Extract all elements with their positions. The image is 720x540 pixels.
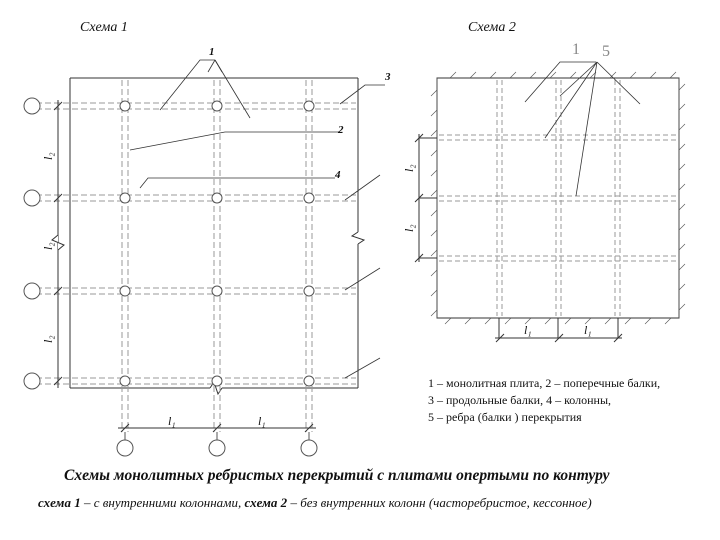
longitudinal-beams [36, 103, 356, 384]
scheme2-span-l2-b: l₂ [402, 224, 416, 232]
scheme2-span-l1-a: l₁ [524, 323, 532, 337]
legend-line-3: 5 – ребра (балки ) перекрытия [428, 410, 582, 424]
ribs [439, 80, 677, 316]
scheme1-callout-1: 1 [209, 46, 215, 58]
scheme1-title: Схема 1 [80, 20, 128, 35]
subcaption-scheme1: схема 1 [38, 495, 81, 510]
legend-line-1: 1 – монолитная плита, 2 – поперечные балки, [428, 376, 661, 390]
scheme1-span-l1-a: l₁ [168, 414, 176, 428]
axis-markers-left [24, 98, 40, 389]
scheme2-callout-1: 1 [572, 41, 580, 58]
hatch-right [679, 84, 685, 310]
subcaption-desc1: – с внутренними колоннами, [80, 495, 245, 510]
scheme1-callout-4: 4 [335, 169, 341, 181]
scheme2-span-l2-a: l₂ [402, 164, 416, 172]
leaders-scheme2 [525, 62, 640, 196]
figure-subcaption [38, 495, 592, 511]
legend-line-2: 3 – продольные балки, 4 – колонны, [428, 393, 612, 407]
scheme1-span-l2-c: l₂ [41, 335, 55, 343]
dimension-line-bottom [118, 424, 316, 432]
hatch-left [431, 90, 437, 316]
scheme1-span-l1-b: l₁ [258, 414, 266, 428]
columns [120, 101, 314, 386]
scheme1-span-l2-b: l₂ [41, 242, 55, 250]
scheme1-callout-3: 3 [385, 71, 391, 83]
subcaption-desc2: – без внутренних колонн (часторебристое, кессонное) [287, 495, 592, 510]
scheme1-callout-2: 2 [338, 124, 344, 136]
scheme1-span-l2-a: l₂ [41, 152, 55, 160]
subcaption-scheme2: схема 2 [244, 495, 288, 510]
scheme1-drawing [24, 60, 385, 456]
hatch-top [450, 72, 676, 78]
scheme2-labels [402, 41, 610, 337]
leaders-scheme1 [130, 60, 385, 378]
scheme2-dimension-bottom [495, 318, 622, 342]
scheme2-callout-5: 5 [602, 43, 610, 60]
scheme2-title: Схема 2 [468, 20, 516, 35]
wall-hatching [437, 78, 679, 318]
axis-markers-bottom [117, 432, 317, 456]
figure-caption: Схемы монолитных ребристых перекрытий с плитами опертыми по контуру [64, 467, 610, 484]
scheme2-drawing [415, 62, 685, 342]
legend [428, 375, 713, 426]
scheme2-span-l1-b: l₁ [584, 323, 592, 337]
